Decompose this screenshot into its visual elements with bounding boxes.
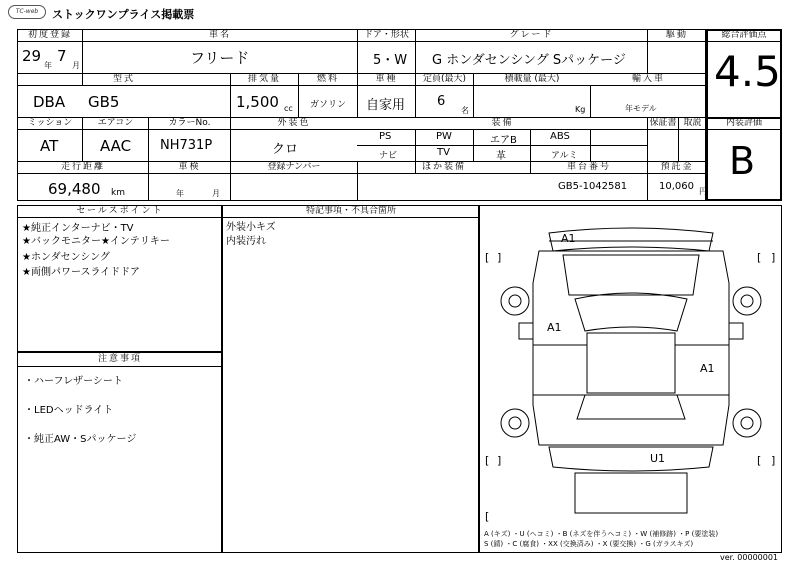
color-no: NH731P — [160, 138, 213, 153]
registration-month: 7 — [57, 47, 67, 65]
caution-item: ・LEDヘッドライト — [24, 405, 114, 416]
svg-text:[: [ — [757, 251, 762, 264]
mileage: 69,480 — [48, 180, 101, 198]
grade: G ホンダセンシング Sパッケージ — [432, 53, 626, 68]
load-label: 積載量 (最大) — [504, 74, 560, 84]
interior-rating-label: 内装評価 — [725, 118, 762, 128]
special-notes-box — [222, 205, 479, 553]
version-label: ver. 00000001 — [720, 553, 779, 562]
capacity: 6 — [437, 94, 446, 109]
capacity-unit: 名 — [461, 106, 469, 115]
equipment-tv: TV — [437, 147, 450, 158]
svg-text:]: ] — [771, 454, 776, 467]
deposit-unit: 円 — [699, 187, 707, 196]
damage-mark-right: A1 — [700, 362, 715, 375]
sales-point-item: ★ホンダセンシング — [22, 252, 110, 263]
warranty-label: 保証書 — [649, 118, 677, 128]
damage-legend: A (キズ) ・U (ヘコミ) ・B (ネズを伴うヘコミ) ・W (補修跡) ・P (要塗装) — [484, 530, 719, 538]
special-note-item: 外装小キズ — [226, 222, 276, 233]
caution-item: ・純正AW・Sパッケージ — [24, 434, 137, 445]
registration-no-label: 登録ナンバー — [267, 162, 321, 172]
svg-text:[: [ — [485, 251, 490, 264]
sales-points-title: セールスポイント — [76, 206, 164, 216]
svg-text:]: ] — [497, 454, 502, 467]
exterior-color: クロ — [272, 142, 299, 157]
displacement: 1,500 — [236, 93, 279, 111]
manual-label: 取説 — [683, 118, 702, 128]
equipment-ps: PS — [379, 131, 392, 142]
year-unit: 年 — [44, 61, 52, 70]
tc-web-logo: TC-web — [8, 5, 46, 19]
svg-text:]: ] — [497, 251, 502, 264]
page-title: ストックワンプライス掲載票 — [52, 8, 195, 21]
other-equipment-label: ほか装備 — [421, 162, 466, 172]
svg-text:[: [ — [485, 454, 490, 467]
damage-mark-rear: U1 — [650, 452, 666, 465]
equipment-leather: 革 — [496, 151, 506, 162]
equipment-label: 装備 — [491, 118, 514, 128]
special-note-item: 内装汚れ — [226, 236, 266, 247]
displacement-label: 排気量 — [247, 74, 281, 84]
chassis-no: GB5-1042581 — [558, 181, 628, 192]
aircon: AAC — [100, 137, 132, 155]
sales-point-item: ★バックモニター★インテリキー — [22, 236, 170, 247]
interior-rating: B — [729, 139, 756, 183]
svg-text:]: ] — [771, 251, 776, 264]
year-model: 年モデル — [625, 104, 657, 113]
sales-point-item: ★純正インターナビ・TV — [22, 223, 134, 234]
equipment-navi: ナビ — [379, 151, 398, 161]
load-unit: Kg — [575, 105, 586, 114]
mileage-label: 走行距離 — [60, 162, 105, 172]
car-name-label: 車名 — [208, 30, 231, 40]
damage-mark-bumper: A1 — [561, 232, 576, 245]
sales-point-item: ★両側パワースライドドア — [22, 267, 140, 278]
registration-year: 29 — [22, 47, 42, 65]
vehicle-category: 自家用 — [366, 98, 406, 113]
drive-label: 駆動 — [665, 30, 688, 40]
mission: AT — [40, 137, 59, 155]
equipment-alloy: アルミ — [551, 151, 578, 161]
door-shape: 5・W — [373, 53, 408, 68]
model-code: GB5 — [88, 93, 120, 111]
damage-legend: S (錆) ・C (腐食) ・XX (交換済み) ・X (要交換) ・G (ガラスキズ) — [484, 540, 694, 548]
car-damage-diagram — [479, 205, 782, 553]
month-unit: 月 — [72, 61, 80, 70]
door-shape-label: ドア・形状 — [364, 30, 409, 40]
mileage-unit: km — [111, 188, 125, 198]
deposit-label: 預託金 — [660, 162, 694, 172]
model-label: 型式 — [112, 74, 135, 84]
grade-label: グレード — [509, 30, 554, 40]
mission-label: ミッション — [27, 118, 73, 128]
equipment-airbag: エアB — [490, 135, 517, 146]
damage-mark-left: A1 — [547, 321, 562, 334]
overall-rating-label: 総合評価点 — [721, 30, 767, 40]
displacement-unit: cc — [284, 104, 293, 113]
exterior-color-label: 外装色 — [277, 118, 311, 128]
inspection-label: 車検 — [178, 162, 201, 172]
model-prefix: DBA — [33, 93, 66, 111]
capacity-label: 定員(最大) — [422, 74, 467, 84]
chassis-no-label: 車台番号 — [566, 162, 611, 172]
svg-text:[: [ — [485, 510, 490, 523]
first-registration-label: 初度登録 — [27, 30, 72, 40]
equipment-abs: ABS — [550, 131, 570, 142]
fuel: ガソリン — [310, 100, 347, 110]
equipment-pw: PW — [436, 131, 452, 142]
color-no-label: カラーNo. — [168, 118, 211, 128]
inspection-month-unit: 月 — [212, 189, 220, 198]
deposit: 10,060 — [659, 181, 694, 192]
overall-rating: 4.5 — [714, 47, 781, 96]
category-label: 車種 — [375, 74, 398, 84]
fuel-label: 燃料 — [316, 74, 339, 84]
car-name: フリード — [190, 49, 250, 67]
special-notes-title: 特記事項・不具合箇所 — [305, 206, 396, 216]
svg-text:[: [ — [757, 454, 762, 467]
cautions-title: 注意事項 — [97, 354, 142, 364]
import-label: 輸入車 — [631, 74, 665, 84]
caution-item: ・ハーフレザーシート — [24, 376, 123, 387]
inspection-year-unit: 年 — [176, 189, 184, 198]
aircon-label: エアコン — [97, 118, 134, 128]
